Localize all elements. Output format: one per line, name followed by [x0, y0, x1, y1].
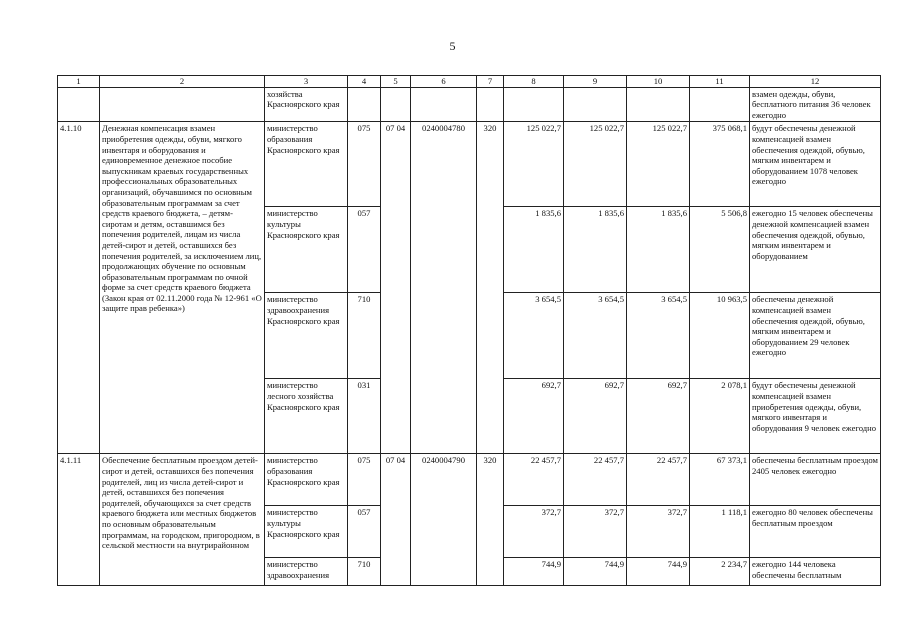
header-cell: 3: [265, 76, 348, 88]
type-code: 320: [477, 122, 504, 454]
header-cell: 2: [100, 76, 265, 88]
item-number: 4.1.10: [58, 122, 100, 454]
item-number: 4.1.11: [58, 454, 100, 586]
year3-value: 692,7: [627, 379, 690, 454]
header-cell: 4: [348, 76, 381, 88]
year1-value: 3 654,5: [504, 293, 564, 379]
ministry-cell: министерство культуры Красноярского края: [265, 506, 348, 558]
year3-value: 744,9: [627, 558, 690, 586]
section-code: 07 04: [381, 122, 411, 454]
header-cell: 1: [58, 76, 100, 88]
total-value: 375 068,1: [690, 122, 750, 207]
total-value: 10 963,5: [690, 293, 750, 379]
result-cell: будут обеспечены денежной компенсацией взамен обеспечения одеждой, обувью, мягким инвентарем и оборудованием 1078 человек ежегодно: [750, 122, 881, 207]
table-row: [58, 454, 881, 506]
item-name: Денежная компенсация взамен приобретения одежды, обуви, мягкого инвентаря и оборудования и единовременное денежное пособие выпускникам краевых государственных профессиональных образовательных организаций, обучавшимся по основным образовательным программам за счет средств краевого бюджета, – детям-сиротам и детям, оставшимся без попечения родителей, лицам из числа детей-сирот и детей, оставшихся без попечения родителей, за исключением лиц, продолжающих обучение по основным образовательным программам по очной форме за счет средств краевого бюджета (Закон края от 02.11.2000 года № 12-961 «О защите прав ребенка»): [100, 122, 265, 454]
total-value: 5 506,8: [690, 207, 750, 293]
year2-value: 372,7: [564, 506, 627, 558]
result-cell: ежегодно 15 человек обеспечены денежной компенсацией взамен обеспечения одеждой, обувью, мягким инвентарем и оборудованием: [750, 207, 881, 293]
year2-value: 3 654,5: [564, 293, 627, 379]
ministry-code: 075: [348, 454, 381, 506]
year1-value: 692,7: [504, 379, 564, 454]
year1-value: 1 835,6: [504, 207, 564, 293]
year3-value: 372,7: [627, 506, 690, 558]
year1-value: 372,7: [504, 506, 564, 558]
header-cell: 9: [564, 76, 627, 88]
page-number: 5: [449, 39, 456, 53]
total-value: 67 373,1: [690, 454, 750, 506]
result-cell: обеспечены денежной компенсацией взамен обеспечения одеждой, обувью, мягким инвентарем и оборудованием 29 человек ежегодно: [750, 293, 881, 379]
header-row: [58, 76, 881, 88]
type-code: 320: [477, 454, 504, 586]
year3-value: 1 835,6: [627, 207, 690, 293]
ministry-cell: хозяйства Красноярского края: [265, 87, 348, 122]
header-cell: 7: [477, 76, 504, 88]
header-cell: 5: [381, 76, 411, 88]
ministry-cell: министерство здравоохранения Красноярского края: [265, 293, 348, 379]
ministry-code: 075: [348, 122, 381, 207]
year3-value: 125 022,7: [627, 122, 690, 207]
year2-value: 692,7: [564, 379, 627, 454]
target-code: 0240004790: [411, 454, 477, 586]
table-row: [58, 87, 881, 122]
year1-value: 22 457,7: [504, 454, 564, 506]
result-cell: обеспечены бесплатным проездом 2405 человек ежегодно: [750, 454, 881, 506]
ministry-code: 057: [348, 506, 381, 558]
header-cell: 8: [504, 76, 564, 88]
year2-value: 1 835,6: [564, 207, 627, 293]
year2-value: 125 022,7: [564, 122, 627, 207]
table-row: [58, 122, 881, 207]
total-value: 2 234,7: [690, 558, 750, 586]
result-cell: будут обеспечены денежной компенсацией взамен приобретения одежды, обуви, мягкого инвентаря и оборудования 9 человек ежегодно: [750, 379, 881, 454]
result-cell: ежегодно 144 человека обеспечены бесплатным: [750, 558, 881, 586]
ministry-cell: министерство образования Красноярского края: [265, 454, 348, 506]
year1-value: 744,9: [504, 558, 564, 586]
year2-value: 744,9: [564, 558, 627, 586]
year2-value: 22 457,7: [564, 454, 627, 506]
program-table: [57, 75, 881, 586]
target-code: 0240004780: [411, 122, 477, 454]
total-value: 1 118,1: [690, 506, 750, 558]
header-cell: 11: [690, 76, 750, 88]
header-cell: 12: [750, 76, 881, 88]
ministry-cell: министерство образования Красноярского края: [265, 122, 348, 207]
header-cell: 6: [411, 76, 477, 88]
header-cell: 10: [627, 76, 690, 88]
item-name: Обеспечение бесплатным проездом детей-сирот и детей, оставшихся без попечения родителей, лиц из числа детей-сирот и детей, оставшихся без попечения родителей, обучающихся за счет средств краевого бюджета или местных бюджетов по основным образовательным программам, на городском, пригородном, в сельской местности на внутрирайонном: [100, 454, 265, 586]
ministry-code: 057: [348, 207, 381, 293]
ministry-cell: министерство лесного хозяйства Красноярского края: [265, 379, 348, 454]
ministry-code: 031: [348, 379, 381, 454]
year1-value: 125 022,7: [504, 122, 564, 207]
result-cell: взамен одежды, обуви, бесплатного питания 36 человек ежегодно: [750, 87, 881, 122]
ministry-code: 710: [348, 558, 381, 586]
ministry-cell: министерство здравоохранения: [265, 558, 348, 586]
ministry-code: 710: [348, 293, 381, 379]
year3-value: 3 654,5: [627, 293, 690, 379]
section-code: 07 04: [381, 454, 411, 586]
total-value: 2 078,1: [690, 379, 750, 454]
year3-value: 22 457,7: [627, 454, 690, 506]
result-cell: ежегодно 80 человек обеспечены бесплатным проездом: [750, 506, 881, 558]
ministry-cell: министерство культуры Красноярского края: [265, 207, 348, 293]
